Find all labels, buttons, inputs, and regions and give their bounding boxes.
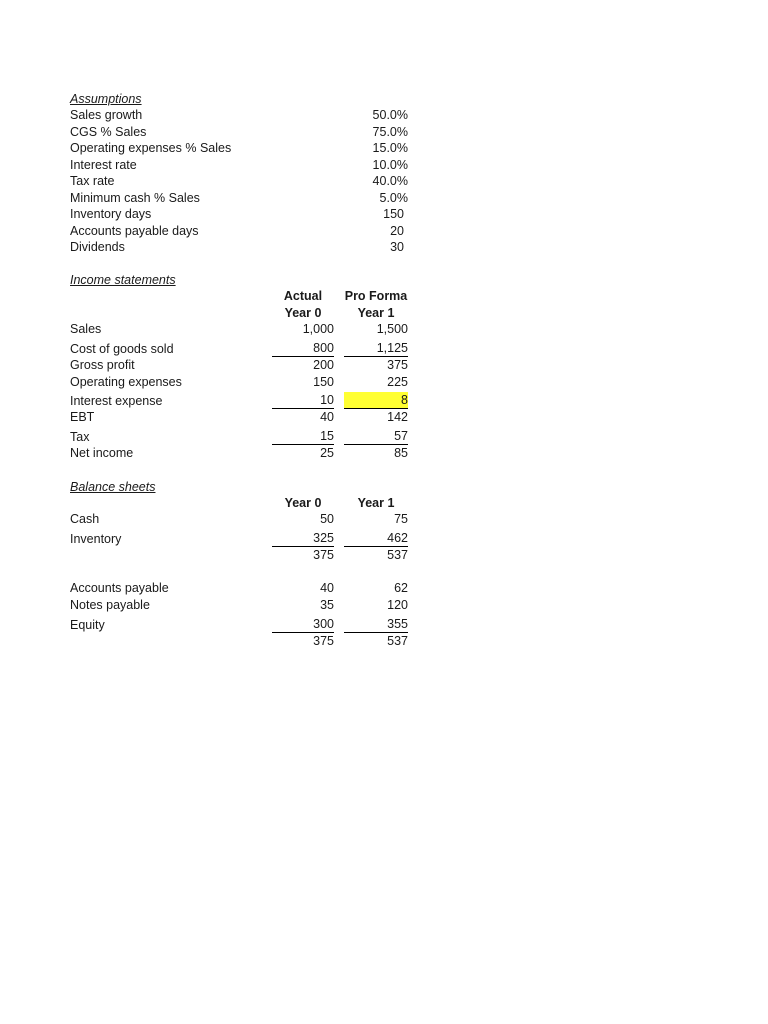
income-interest-year1-highlighted: 8: [344, 392, 408, 409]
assumption-label-ap-days: Accounts payable days: [70, 224, 199, 238]
assumption-label-dividends: Dividends: [70, 240, 125, 254]
income-statements-title: Income statements: [70, 273, 176, 287]
assumption-label-tax-rate: Tax rate: [70, 174, 115, 188]
assumption-value-interest-rate: 10.0%: [372, 158, 408, 172]
income-label-ebt: EBT: [70, 410, 95, 424]
assumption-value-cgs-sales: 75.0%: [372, 125, 408, 139]
assumption-label-sales-growth: Sales growth: [70, 108, 143, 122]
balance-cash-year1: 75: [394, 512, 408, 526]
income-tax-year0: 15: [272, 428, 334, 445]
balance-np-year0: 35: [320, 598, 334, 612]
income-col-a-header-line2: Year 0: [284, 306, 322, 320]
assumption-value-opex-sales: 15.0%: [372, 141, 408, 155]
balance-liab-total-year1: 537: [387, 634, 408, 648]
balance-col-a-header: Year 0: [284, 496, 322, 510]
balance-label-equity: Equity: [70, 618, 105, 632]
balance-equity-year1: 355: [344, 616, 408, 633]
income-net-income-year1: 85: [394, 446, 408, 460]
income-label-net-income: Net income: [70, 446, 134, 460]
balance-assets-total-year0: 375: [313, 548, 334, 562]
balance-cash-year0: 50: [320, 512, 334, 526]
income-cogs-year1: 1,125: [344, 340, 408, 357]
income-gross-profit-year0: 200: [313, 358, 334, 372]
income-label-sales: Sales: [70, 322, 102, 336]
balance-ap-year1: 62: [394, 581, 408, 595]
assumption-label-opex-sales: Operating expenses % Sales: [70, 141, 232, 155]
income-gross-profit-year1: 375: [387, 358, 408, 372]
income-label-tax: Tax: [70, 430, 90, 444]
assumption-value-inventory-days: 150: [383, 207, 404, 221]
balance-inventory-year0: 325: [272, 530, 334, 547]
income-label-opex: Operating expenses: [70, 375, 182, 389]
income-ebt-year1: 142: [387, 410, 408, 424]
assumption-label-inventory-days: Inventory days: [70, 207, 152, 221]
assumption-value-dividends: 30: [390, 240, 404, 254]
income-col-a-header-line1: Actual: [283, 289, 323, 303]
assumption-label-interest-rate: Interest rate: [70, 158, 137, 172]
income-label-gross-profit: Gross profit: [70, 358, 135, 372]
balance-label-notes-payable: Notes payable: [70, 598, 150, 612]
balance-label-cash: Cash: [70, 512, 100, 526]
assumption-value-min-cash: 5.0%: [379, 191, 408, 205]
income-sales-year1: 1,500: [376, 322, 408, 336]
balance-inventory-year1: 462: [344, 530, 408, 547]
balance-col-b-header: Year 1: [357, 496, 395, 510]
income-col-b-header-line1: Pro Forma: [344, 289, 408, 303]
income-ebt-year0: 40: [320, 410, 334, 424]
income-opex-year0: 150: [313, 375, 334, 389]
assumption-label-min-cash: Minimum cash % Sales: [70, 191, 200, 205]
balance-equity-year0: 300: [272, 616, 334, 633]
assumption-value-sales-growth: 50.0%: [372, 108, 408, 122]
balance-label-inventory: Inventory: [70, 532, 122, 546]
income-opex-year1: 225: [387, 375, 408, 389]
income-label-cogs: Cost of goods sold: [70, 342, 174, 356]
balance-liab-total-year0: 375: [313, 634, 334, 648]
assumptions-title: Assumptions: [70, 92, 142, 106]
assumption-value-ap-days: 20: [390, 224, 404, 238]
income-interest-year0: 10: [272, 392, 334, 409]
balance-label-accounts-payable: Accounts payable: [70, 581, 169, 595]
income-col-b-header-line2: Year 1: [357, 306, 395, 320]
balance-ap-year0: 40: [320, 581, 334, 595]
balance-sheets-title: Balance sheets: [70, 480, 156, 494]
balance-assets-total-year1: 537: [387, 548, 408, 562]
income-tax-year1: 57: [344, 428, 408, 445]
assumption-label-cgs-sales: CGS % Sales: [70, 125, 147, 139]
income-label-interest: Interest expense: [70, 394, 163, 408]
income-net-income-year0: 25: [320, 446, 334, 460]
assumption-value-tax-rate: 40.0%: [372, 174, 408, 188]
income-cogs-year0: 800: [272, 340, 334, 357]
income-sales-year0: 1,000: [302, 322, 334, 336]
balance-np-year1: 120: [387, 598, 408, 612]
